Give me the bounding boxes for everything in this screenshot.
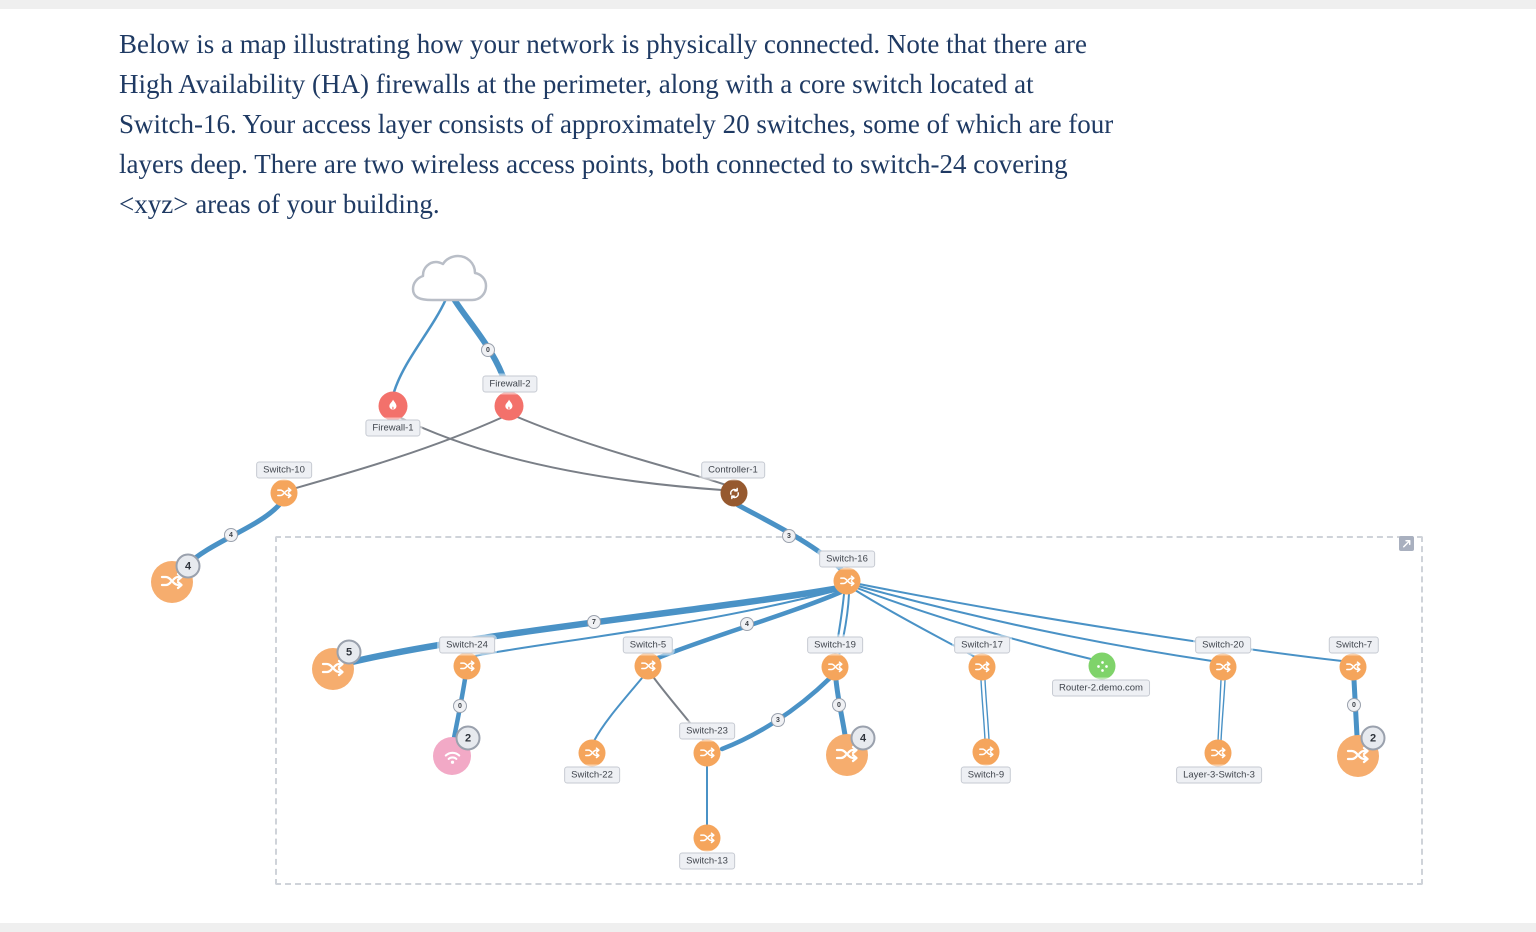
group-count-badge: 2 [456,726,481,751]
link-switch16-switch7[interactable] [859,584,1342,661]
node-switch-22[interactable] [579,740,606,767]
switch-shuffle-icon [974,659,990,675]
node-label-switch-16: Switch-16 [819,551,875,568]
node-label-switch-7: Switch-7 [1329,637,1379,654]
node-switch-17[interactable] [969,654,996,681]
node-label-switch-19: Switch-19 [807,637,863,654]
group-count-badge: 4 [176,554,201,579]
internet-cloud-icon[interactable] [413,256,486,300]
link-count-badge: 3 [771,713,785,727]
node-switch-13[interactable] [694,825,721,852]
switch-shuffle-icon [276,485,292,501]
switch-shuffle-icon [839,573,855,589]
link-count-badge: 4 [740,617,754,631]
node-label-switch-22: Switch-22 [564,767,620,784]
group-count-badge: 2 [1361,726,1386,751]
node-label-switch-17: Switch-17 [954,637,1010,654]
link-count-badge: 7 [587,615,601,629]
firewall-flame-icon [501,398,518,415]
link-switch17-switch9-b[interactable] [985,680,989,740]
node-switch-9[interactable] [973,739,1000,766]
node-switch-24[interactable] [454,653,481,680]
node-label-switch-9: Switch-9 [961,767,1011,784]
switch-shuffle-icon [1345,659,1361,675]
node-label-switch-5: Switch-5 [623,637,673,654]
node-label-switch-13: Switch-13 [679,853,735,870]
node-label-switch-20: Switch-20 [1195,637,1251,654]
link-count-badge: 0 [481,343,495,357]
node-layer-3-switch-3[interactable] [1205,740,1232,767]
node-switch-16[interactable] [834,568,861,595]
switch-shuffle-icon [640,658,656,674]
link-switch20-layer3switch3-b[interactable] [1221,680,1225,741]
expand-map-button[interactable] [1399,536,1414,551]
node-switch-5[interactable] [635,653,662,680]
node-switch-19[interactable] [822,654,849,681]
link-switch5-switch22[interactable] [594,678,642,741]
switch-shuffle-icon [584,745,600,761]
switch-shuffle-icon [978,744,994,760]
link-cloud-firewall1[interactable] [394,299,446,392]
switch-shuffle-icon [1210,745,1226,761]
group-count-badge: 4 [851,726,876,751]
node-label-layer-3-switch-3: Layer-3-Switch-3 [1176,767,1262,784]
switch-shuffle-icon [459,658,475,674]
node-label-firewall-1: Firewall-1 [365,420,420,437]
node-router-2[interactable] [1089,653,1116,680]
switch-shuffle-icon [699,830,715,846]
controller-sync-icon [726,485,742,501]
node-firewall-2[interactable] [495,392,524,421]
link-switch20-layer3switch3[interactable] [1218,680,1221,741]
switch-shuffle-icon [827,659,843,675]
link-count-badge: 0 [1347,698,1361,712]
node-switch-20[interactable] [1210,654,1237,681]
node-label-controller-1: Controller-1 [701,462,765,479]
description-line: layers deep. There are two wireless access points, both connected to switch-24 covering [119,149,1068,179]
description-line: <xyz> areas of your building. [119,189,440,219]
node-label-router-2: Router-2.demo.com [1052,680,1150,697]
node-firewall-1[interactable] [379,392,408,421]
link-count-badge: 0 [453,699,467,713]
node-switch-10[interactable] [271,480,298,507]
node-switch-7[interactable] [1340,654,1367,681]
link-count-badge: 4 [224,528,238,542]
node-switch-23[interactable] [694,740,721,767]
link-firewall2-controller1[interactable] [515,416,726,485]
firewall-flame-icon [385,398,402,415]
group-count-badge: 5 [337,640,362,665]
node-controller-1[interactable] [721,480,748,507]
description-line: High Availability (HA) firewalls at the perimeter, along with a core switch located at [119,69,1034,99]
description-line: Switch-16. Your access layer consists of approximately 20 switches, some of which are four [119,109,1114,139]
link-count-badge: 0 [832,698,846,712]
link-switch17-switch9[interactable] [981,680,985,740]
node-label-switch-10: Switch-10 [256,462,312,479]
router-icon [1094,658,1110,674]
switch-shuffle-icon [699,745,715,761]
node-label-firewall-2: Firewall-2 [482,376,537,393]
node-label-switch-23: Switch-23 [679,723,735,740]
expand-arrow-icon [1401,538,1412,549]
switch-shuffle-icon [1215,659,1231,675]
node-label-switch-24: Switch-24 [439,637,495,654]
link-count-badge: 3 [782,529,796,543]
description-line: Below is a map illustrating how your network is physically connected. Note that there are [119,29,1087,59]
link-firewall1-controller1[interactable] [399,417,722,490]
